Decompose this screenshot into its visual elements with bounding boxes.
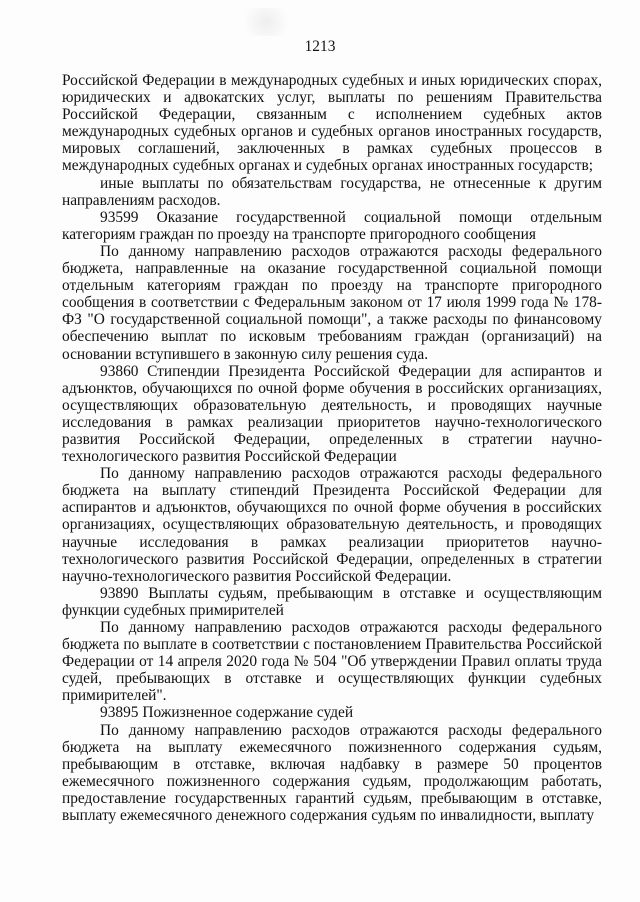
paragraph-93895-description: По данному направлению расходов отражаются расходы федерального бюджета на выплату ежемесячного пожизненного содержания судьям, пребывающим в отставке, включая надбавку в размере 50 процентов ежемесячного пожизненного содержания судьям, продолжающим работать, предоставление государственных гарантий судьям, пребывающим в отставке, выплату ежемесячного денежного содержания судьям по инвалидности, выплату [62,721,602,825]
document-body [62,72,602,824]
section-heading-93895: 93895 Пожизненное содержание судей [100,704,354,722]
paragraph-continuation: Российской Федерации в международных судебных и иных юридических спорах, юридических и адвокатских услуг, выплаты по решениям Правительства Российской Федерации, связанным с исполнением судебных актов международных судебных органов и судебных органов иностранных государств, мировых соглашений, заключенных в рамках судебных процессов в международных судебных органах и судебных органах иностранных государств; [62,72,602,175]
section-heading-93890: 93890 Выплаты судьям, пребывающим в отставке и осуществляющим функции судебных примирителей [62,584,602,619]
paragraph-93599-description: По данному направлению расходов отражаются расходы федерального бюджета, направленные на оказание государственной социальной помощи отдельным категориям граждан по проезду на транспорте пригородного сообщения в соответствии с Федеральным законом от 17 июля 1999 года № 178-ФЗ "О государственной социальной помощи", а также расходы по финансовому обеспечению выплат по исковым требованиям граждан (организаций) на основании вступившего в законную силу решения суда. [62,242,602,363]
section-heading-93599: 93599 Оказание государственной социальной помощи отдельным категориям граждан по проезду на транспорте пригородного сообщения [62,208,602,243]
paragraph-93890-description: По данному направлению расходов отражаются расходы федерального бюджета по выплате в соответствии с постановлением Правительства Российской Федерации от 14 апреля 2020 года № 504 "Об утверждении Правил оплаты труда судей, пребывающих в отставке и осуществляющих функции судебных примирителей". [62,619,602,705]
scan-artifact [236,8,296,36]
section-heading-93860: 93860 Стипендии Президента Российской Федерации для аспирантов и адъюнктов, обучающихся по очной форме обучения в российских организациях, осуществляющих образовательную деятельность, и проводящих научные исследования в рамках реализации приоритетов научно-технологического развития Российской Федерации, определенных в стратегии научно-технологического развития Российской Федерации [62,362,602,466]
page-number: 1213 [304,38,336,55]
paragraph-93860-description: По данному направлению расходов отражаются расходы федерального бюджета на выплату стипендий Президента Российской Федерации для аспирантов и адъюнктов, обучающихся по очной форме обучения в российских организациях, осуществляющих образовательную деятельность, и проводящих научные исследования в рамках реализации приоритетов научно-технологического развития Российской Федерации, определенных в стратегии научно-технологического развития Российской Федерации. [62,465,602,585]
paragraph-other-payments: иные выплаты по обязательствам государства, не отнесенные к другим направлениям расходов. [62,174,602,209]
